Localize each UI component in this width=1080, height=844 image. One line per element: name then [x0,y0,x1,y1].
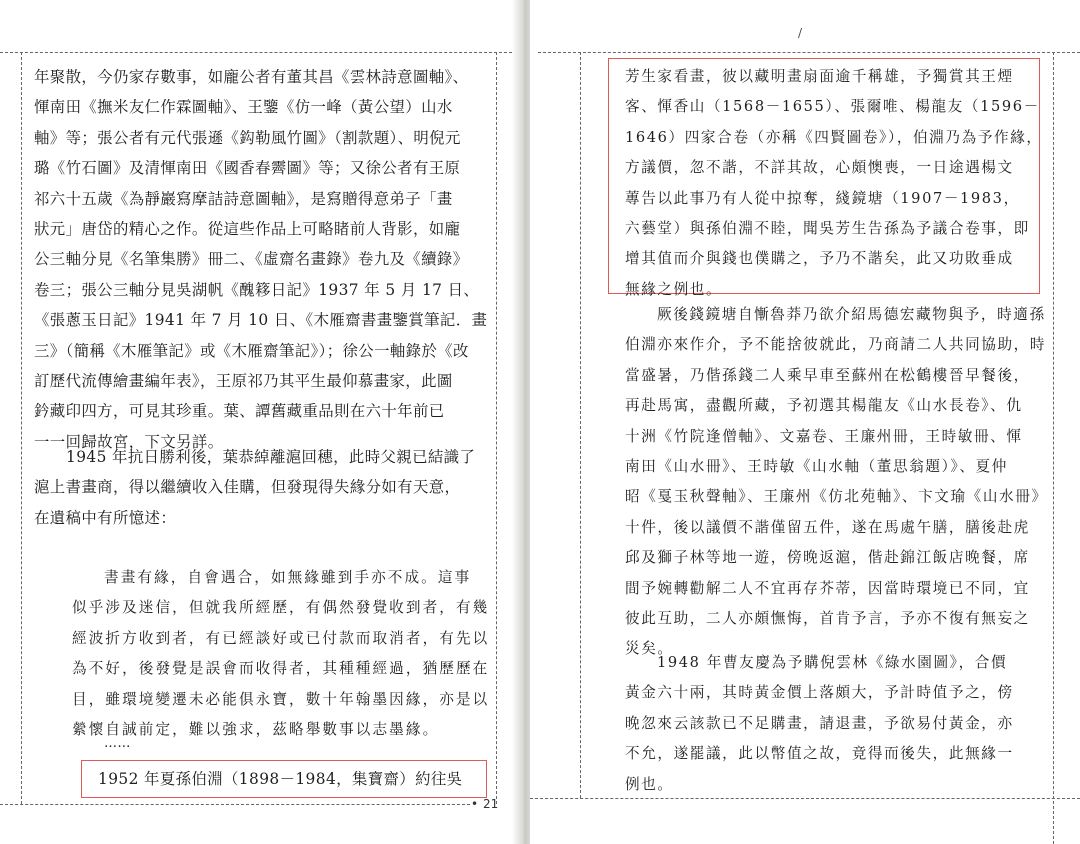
text-line: 間予婉轉勸解二人不宜再存芥蒂，因當時環境已不同，宜 [625,579,1030,597]
text-line: 三》（簡稱《木雁筆記》或《木雁齋筆記》）；徐公一軸錄於《改 [34,341,469,360]
text-line: 軸》等；張公者有元代張遜《鈎勒風竹圖》（割款題）、明倪元 [34,128,461,147]
text-line: 一一回歸故宮，下文另詳。 [34,432,224,451]
text-line: 訂歷代流傳繪畫編年表》，王原祁乃其平生最仰慕畫家，此圖 [34,371,453,390]
text-line: 璐《竹石圖》及清惲南田《國香春霽圖》等；又徐公者有王原 [34,159,461,178]
text-line: 1948 年曹友慶為予購倪雲林《綠水園圖》，合價 [657,654,1008,671]
text-line: 厥後錢鏡塘自慚魯莽乃欲介紹馬德宏藏物與予，時適孫 [657,306,1046,323]
text-line: 南田《山水冊》、王時敏《山水軸（董思翁題）》、夏仲 [625,457,1008,475]
text-line: 再赴馬寓，盡觀所藏，予初選其楊龍友《山水長卷》、仇 [625,397,1023,415]
text-line: 增其值而介與錢也僕購之，予乃不諧矣，此又功敗垂成 [625,250,1014,268]
text-line: 伯淵亦來作介，予不能捨彼就此，乃商請二人共同協助，時 [625,336,1047,354]
text-line: 《張蔥玉日記》1941 年 7 月 10 日、《木雁齋書畫鑒賞筆記．畫 [34,311,488,330]
text-line: 祁六十五歲《為靜巖寫摩詰詩意圖軸》，是寫贈得意弟子「畫 [34,189,453,208]
text-line: 芳生家看畫，彼以藏明畫扇面逾千稱雄，予獨賞其王煙 [625,68,1014,85]
page-number-mark: • [471,797,479,811]
text-line: 滬上書畫商，得以繼續收入佳購，但發現得失緣分如有天意， [34,478,461,497]
right-page [530,0,1080,844]
text-line: 昭《戛玉秋聲軸》、王廉州《仿北苑軸》、卞文瑜《山水冊》 [625,488,1048,506]
top-border-line [538,52,1080,53]
bottom-border-line [0,804,470,805]
left-margin-line [21,52,22,804]
text-line: 卷三；張公三軸分見吳湖帆《醜簃日記》1937 年 5 月 17 日、 [34,280,480,299]
text-line: 鈐藏印四方，可見其珍重。葉、譚舊藏重品則在六十年前已 [34,402,445,421]
text-line: 黃金六十兩，其時黃金價上落頗大，予計時值予之，傍 [625,684,1014,702]
text-line: 災矣。 [625,640,674,658]
page-number: 21 [483,797,499,811]
quote-line: 經波折方收到者，有已經談好或已付款而取消者，有先以 [72,629,490,647]
text-line: 方議價，忽不諧，不詳其故，心頗懊喪，一日途遇楊文 [625,159,1014,177]
text-line: 公三軸分見《名筆集勝》冊二、《虛齋名畫錄》卷九及《續錄》 [34,250,469,269]
top-border-line [0,52,512,53]
left-page [0,0,518,844]
text-line: 十件，後以議價不諧僅留五件，遂在馬處午膳，膳後赴虎 [625,518,1030,536]
quote-line: 似乎涉及迷信，但就我所經歷，有偶然發覺收到者，有幾 [72,599,490,617]
text-line: 年聚散，今仍家存數事，如龐公者有董其昌《雲林詩意圖軸》、 [34,68,469,86]
text-line: 十洲《竹院逢僧軸》、文嘉卷、王廉州冊，王時敏冊、惲 [625,427,1023,445]
text-line: 1646）四家合卷（亦稱《四賢圖卷》），伯淵乃為予作緣， [625,128,1043,146]
right-paragraph-1 [625,300,1048,665]
left-paragraph-1 [34,62,487,457]
text-line: 蓴告以此事乃有人從中掠奪，綫鏡塘（1907－1983， [625,189,1020,207]
quotation-block [72,563,489,745]
highlight-text-right [625,62,1043,305]
text-line: 客、惲香山（1568－1655）、張爾唯、楊龍友（1596－ [625,98,1040,116]
text-line: 六藝堂）與孫伯淵不睦，聞吳芳生告孫為予議合卷事，即 [625,219,1030,237]
text-line: 不允，遂罷議，此以幣值之故，竟得而後失，此無緣一 [625,745,1014,763]
text-line: 晚忽來云該款已不足購畫，請退畫，予欲易付黃金，亦 [625,714,1014,732]
quote-line: 為不好，後發覺是誤會而收得者，其種種經過，猶歷歷在 [72,660,490,678]
highlight-text-left [98,764,462,794]
left-paragraph-2 [34,442,475,533]
text-line: 無緣之例也。 [625,280,723,298]
right-margin-line [496,52,497,804]
top-mark: / [798,26,803,40]
text-line: 彼此互助，二人亦頗憮悔，首肯予言，予亦不復有無妄之 [625,609,1030,627]
text-line: 1945 年抗日勝利後，葉恭綽離滬回穗，此時父親已結識了 [66,448,476,466]
left-margin-line [580,52,581,798]
text-line: 惲南田《撫米友仁作霖圖軸》、王鑒《仿一峰（黃公望）山水 [34,98,453,117]
text-line: 邱及獅子林等地一遊，傍晚返滬，偕赴錦江飯店晚餐，席 [625,549,1030,567]
quote-line: 書畫有緣，自會遇合，如無緣雖到手亦不成。這事 [104,569,472,586]
quote-line: 縈懷自誠前定，難以強求，茲略舉數事以志墨緣。 [72,720,440,738]
right-paragraph-2 [625,648,1014,800]
text-line: 狀元」唐岱的精心之作。從這些作品上可略睹前人背影，如龐 [34,219,461,238]
text-line: 在遺稿中有所憶述： [34,508,177,527]
text-line: 例也。 [625,775,674,793]
quote-line: 目，雖環境變遷未必能俱永寶，數十年翰墨因緣，亦是以 [72,690,490,708]
right-margin-line [1053,52,1054,844]
text-line: 1952 年夏孫伯淵（1898－1984，集寶齋）約往吳 [98,770,463,788]
text-line: 當盛暑，乃偕孫錢二人乘早車至蘇州在松鶴樓晉早餐後， [625,366,1030,384]
ellipsis: …… [104,736,131,751]
